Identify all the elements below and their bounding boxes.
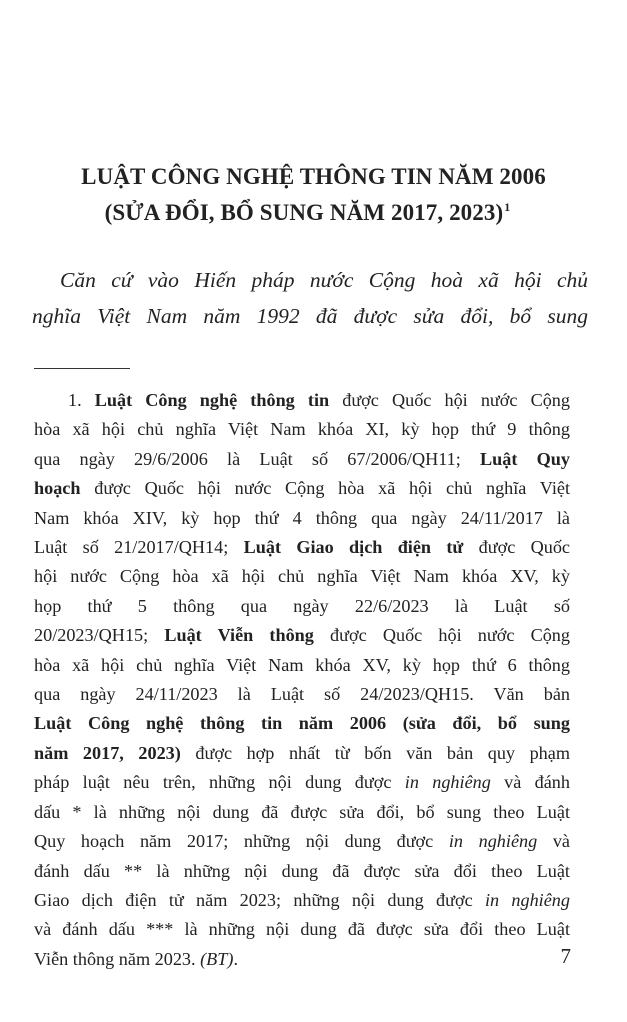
footnote-line xyxy=(34,886,570,915)
footnote-text: được Quốc hội nước Cộng xyxy=(313,625,570,646)
footnote-italic-text: in nghiêng xyxy=(448,831,538,852)
footnote-line: Nam khóa XIV, kỳ họp thứ 4 thông qua ngày 24/11/2017 là xyxy=(34,507,570,528)
footnote-reference[interactable]: 1 xyxy=(504,200,511,215)
footnote-number: 1. xyxy=(68,390,82,410)
preamble-line: Căn cứ vào Hiến pháp nước Cộng hoà xã hội chủ xyxy=(60,268,588,292)
footnote-line: đánh dấu ** là những nội dung đã được sửa đổi theo Luật xyxy=(34,860,570,881)
footnote-text: và đánh xyxy=(490,772,570,793)
footnote-line xyxy=(34,945,570,974)
footnote-text: 20/2023/QH15; xyxy=(34,625,165,646)
footnote-text: Viễn thông năm 2023. xyxy=(34,948,201,969)
footnote-line xyxy=(34,621,570,650)
footnote-text: được Quốc xyxy=(463,537,571,558)
footnote-law-name: hoạch xyxy=(34,478,81,499)
footnote-law-name: năm 2017, 2023) xyxy=(34,742,181,763)
footnote-text: Giao dịch điện tử năm 2023; những nội dung được xyxy=(34,889,485,910)
footnote-line: hòa xã hội chủ nghĩa Việt Nam khóa XI, kỳ họp thứ 9 thông xyxy=(34,419,570,440)
footnote-italic-text: in nghiêng xyxy=(484,889,570,910)
document-title-line-2-text: (SỬA ĐỔI, BỔ SUNG NĂM 2017, 2023) xyxy=(104,200,504,225)
footnote-line: hội nước Cộng hòa xã hội chủ nghĩa Việt Nam khóa XV, kỳ xyxy=(34,566,570,587)
footnote-line: và đánh dấu *** là những nội dung đã được sửa đổi theo Luật xyxy=(34,919,570,940)
footnote-text: Luật số 21/2017/QH14; xyxy=(34,537,244,558)
footnote-line xyxy=(34,445,570,474)
footnote-line: qua ngày 24/11/2023 là Luật số 24/2023/QH15. Văn bản xyxy=(34,684,570,705)
footnote-divider xyxy=(34,368,130,369)
footnote-text: . xyxy=(233,948,239,969)
document-title-line-1: LUẬT CÔNG NGHỆ THÔNG TIN NĂM 2006 xyxy=(81,164,546,189)
footnote-text: được Quốc hội nước Cộng hòa xã hội chủ nghĩa Việt xyxy=(80,478,570,499)
footnote-line xyxy=(34,827,570,856)
footnote-italic-text: (BT) xyxy=(200,948,234,969)
preamble-paragraph xyxy=(32,262,588,334)
footnote-text: Quy hoạch năm 2017; những nội dung được xyxy=(34,831,449,852)
footnote-law-name: Luật Quy xyxy=(480,448,570,469)
footnote-line xyxy=(34,474,570,503)
footnote-text: được Quốc hội nước Cộng xyxy=(329,390,570,410)
page-number: 7 xyxy=(560,944,571,968)
footnote-law-name: Luật Công nghệ thông tin xyxy=(94,390,330,410)
document-title-line-2 xyxy=(0,200,621,226)
footnote xyxy=(34,386,570,974)
footnote-line xyxy=(34,386,570,415)
footnote-line: họp thứ 5 thông qua ngày 22/6/2023 là Luật số xyxy=(34,595,570,616)
footnote-text: pháp luật nêu trên, những nội dung được xyxy=(34,772,405,793)
footnote-line: dấu * là những nội dung đã được sửa đổi, bổ sung theo Luật xyxy=(34,801,570,822)
footnote-law-name: Luật Giao dịch điện tử xyxy=(243,537,464,558)
preamble-line: nghĩa Việt Nam năm 1992 đã được sửa đổi, bổ sung xyxy=(32,304,588,328)
footnote-italic-text: in nghiêng xyxy=(404,772,491,793)
footnote-text: và xyxy=(537,831,570,852)
footnote-text: qua ngày 29/6/2006 là Luật số 67/2006/QH11; xyxy=(34,448,481,469)
footnote-line xyxy=(34,739,570,768)
footnote-law-name: Luật Viễn thông xyxy=(164,625,314,646)
footnote-text: được hợp nhất từ bốn văn bản quy phạm xyxy=(180,742,570,763)
footnote-line xyxy=(34,768,570,797)
footnote-line: Luật Công nghệ thông tin năm 2006 (sửa đổi, bổ sung xyxy=(34,713,570,734)
footnote-line xyxy=(34,533,570,562)
footnote-line: hòa xã hội chủ nghĩa Việt Nam khóa XV, kỳ họp thứ 6 thông xyxy=(34,654,570,675)
